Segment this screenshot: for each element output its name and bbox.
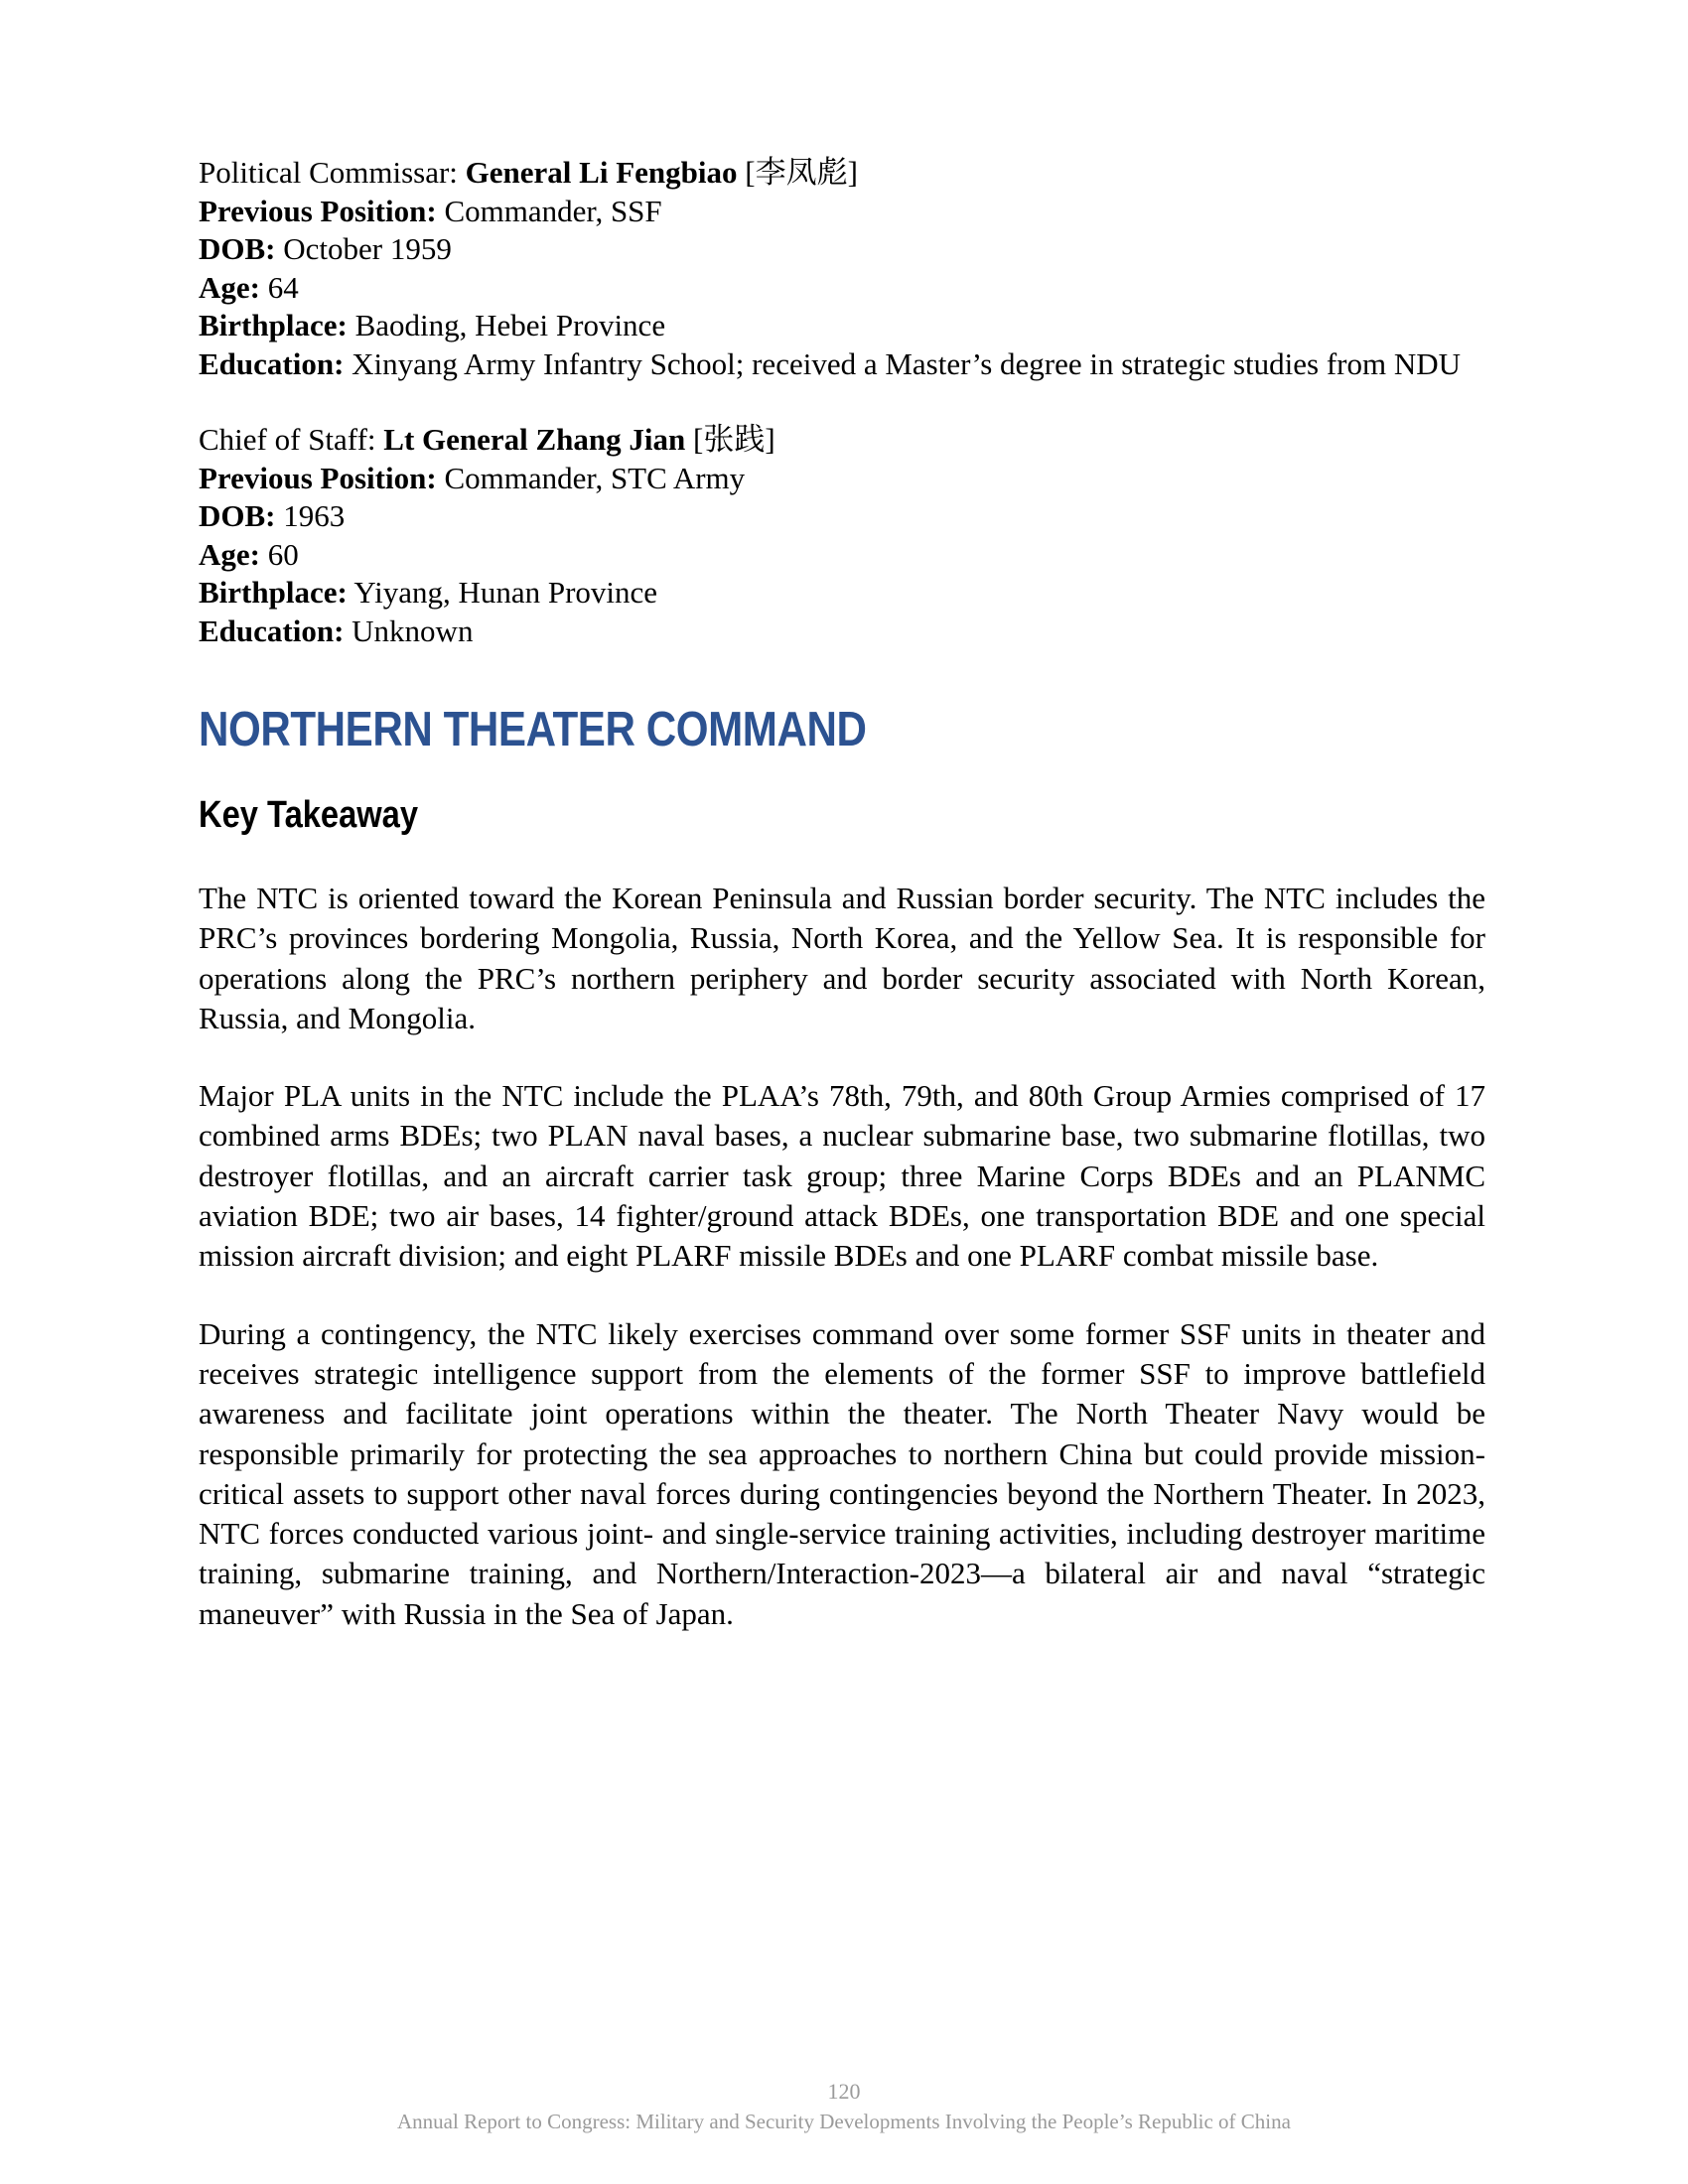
- commissar-chinese-name: [李凤彪]: [737, 155, 858, 190]
- field-label: Birthplace:: [199, 308, 348, 342]
- field-label: Education:: [199, 345, 345, 381]
- report-title-footer: Annual Report to Congress: Military and Security Developments Involving the People’s Republic of China: [397, 2110, 1291, 2133]
- paragraph: Major PLA units in the NTC include the PLAA’s 78th, 79th, and 80th Group Armies comprised of 17 combined arms BDEs; two PLAN naval bases, a nuclear submarine base, two submarine flotillas, two destroyer flotillas, and an aircraft carrier task group; three Marine Corps BDEs and an PLANMC aviation BDE; two air bases, 14 fighter/ground attack BDEs, one transportation BDE and one special mission aircraft division; and eight PLARF missile BDEs and one PLARF combat missile base.: [199, 1078, 1485, 1274]
- field-value: Commander, SSF: [436, 193, 662, 228]
- field-label: Age:: [199, 269, 260, 305]
- field-value: 60: [259, 536, 299, 572]
- field-label: Previous Position:: [199, 460, 437, 495]
- commissar-education: [199, 345, 1485, 384]
- page-content: [199, 154, 1485, 1634]
- paragraph: During a contingency, the NTC likely exercises command over some former SSF units in theater and receives strategic intelligence support from the elements of the former SSF to improve battlefield awareness and facilitate joint operations within the theater. The North Theater Navy would be responsible primarily for protecting the sea approaches to northern China but could provide mission-critical assets to support other naval forces during contingencies beyond the Northern Theater. In 2023, NTC forces conducted various joint- and single-service training activities, including destroyer maritime training, submarine training, and Northern/Interaction-2023—a bilateral air and naval “strategic maneuver” with Russia in the Sea of Japan.: [199, 1315, 1485, 1631]
- field-label: DOB:: [199, 498, 276, 533]
- field-label: Education:: [199, 613, 345, 648]
- chief-of-staff-education: [199, 613, 1485, 651]
- commissar-previous-position: [199, 193, 1485, 231]
- field-value: Baoding, Hebei Province: [347, 308, 666, 342]
- commissar-profile: [199, 154, 1485, 383]
- chief-of-staff-dob: [199, 497, 1485, 536]
- chief-of-staff-name: Lt General Zhang Jian: [383, 422, 686, 457]
- chief-of-staff-chinese-name: [张践]: [685, 422, 775, 457]
- chief-of-staff-profile: [199, 421, 1485, 650]
- chief-of-staff-title-line: [199, 421, 1485, 460]
- paragraph: The NTC is oriented toward the Korean Peninsula and Russian border security. The NTC includes the PRC’s provinces bordering Mongolia, Russia, North Korea, and the Yellow Sea. It is responsible for operations along the PRC’s northern periphery and border security associated with North Korean, Russia, and Mongolia.: [199, 881, 1485, 1035]
- field-value: Unknown: [344, 613, 474, 648]
- field-value: Xinyang Army Infantry School; received a Master’s degree in strategic studies from NDU: [344, 345, 1462, 381]
- chief-of-staff-previous-position: [199, 460, 1485, 498]
- commissar-role: Political Commissar:: [199, 155, 466, 190]
- commissar-birthplace: [199, 307, 1485, 345]
- chief-of-staff-age: [199, 536, 1485, 575]
- chief-of-staff-role: Chief of Staff:: [199, 422, 384, 457]
- commissar-age: [199, 269, 1485, 308]
- field-label: Previous Position:: [199, 193, 437, 228]
- commissar-title-line: [199, 154, 1485, 193]
- field-label: Birthplace:: [199, 575, 348, 610]
- commissar-name: General Li Fengbiao: [465, 155, 738, 190]
- key-takeaway-heading: Key Takeaway: [199, 794, 419, 836]
- section-heading: NORTHERN THEATER COMMAND: [199, 703, 867, 756]
- commissar-dob: [199, 230, 1485, 269]
- field-value: 64: [259, 269, 299, 305]
- page-number: 120: [827, 2079, 861, 2104]
- field-value: October 1959: [275, 231, 452, 266]
- field-value: Yiyang, Hunan Province: [347, 575, 658, 610]
- field-value: 1963: [275, 498, 346, 533]
- chief-of-staff-birthplace: [199, 574, 1485, 613]
- field-label: Age:: [199, 536, 260, 572]
- field-label: DOB:: [199, 231, 276, 266]
- field-value: Commander, STC Army: [436, 460, 746, 495]
